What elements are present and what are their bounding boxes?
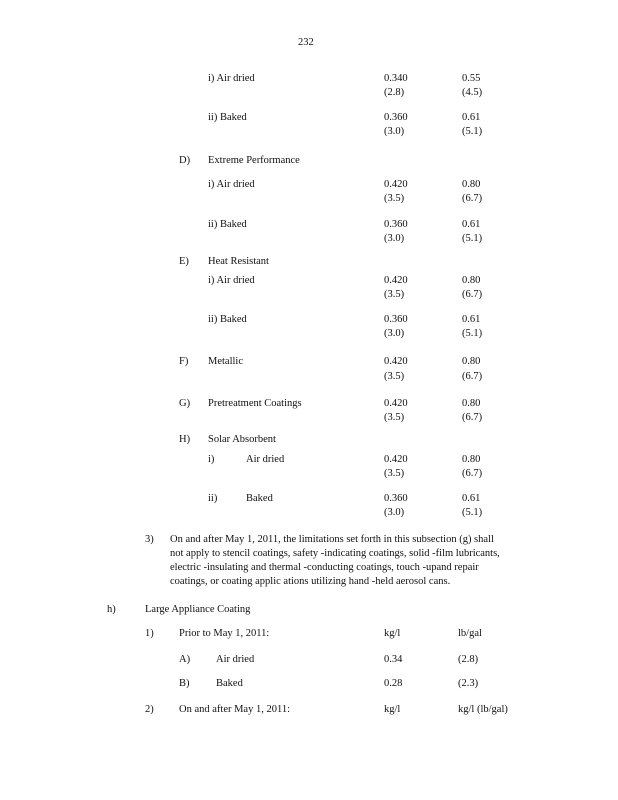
value-metric: (6.7) [462,193,483,204]
value-lb-gal: 0.80 [462,398,481,409]
unit-header: kg/l [384,704,401,715]
item-number: 1) [145,628,154,639]
row-label: i) Air dried [208,179,255,190]
item-number: 2) [145,704,154,715]
value-metric: (3.5) [384,371,405,382]
value-kg-l: 0.360 [384,314,408,325]
category-title: Heat Resistant [208,256,269,267]
row-label: i) Air dried [208,73,255,84]
value-metric: (3.5) [384,468,405,479]
value-lb-gal: 0.61 [462,314,481,325]
row-label: i) Air dried [208,275,255,286]
exemption-paragraph [170,533,542,589]
value-kg-l: 0.34 [384,654,403,665]
row-label: Air dried [216,654,255,665]
paragraph-line: On and after May 1, 2011, the limitations set forth in this subsection (g) shall [170,534,494,545]
category-title: Metallic [208,356,243,367]
category-title: Pretreatment Coatings [208,398,302,409]
category-marker: F) [179,356,189,367]
section-title: Large Appliance Coating [145,604,251,615]
item-label: Prior to May 1, 2011: [179,628,270,639]
row-label: ii) Baked [208,112,247,123]
value-kg-l: 0.28 [384,678,403,689]
row-marker: i) [208,454,215,465]
value-lb-gal: 0.80 [462,179,481,190]
value-kg-l: 0.420 [384,454,408,465]
value-kg-l: 0.420 [384,398,408,409]
value-kg-l: 0.420 [384,275,408,286]
section-marker: h) [107,604,116,615]
unit-header: lb/gal [458,628,482,639]
value-metric: (6.7) [462,371,483,382]
value-lb-gal: 0.61 [462,219,481,230]
value-metric: (3.5) [384,193,405,204]
row-marker: B) [179,678,190,689]
value-metric: (6.7) [462,468,483,479]
value-lb-gal: (2.8) [458,654,479,665]
item-label: On and after May 1, 2011: [179,704,290,715]
row-label: Baked [216,678,243,689]
value-lb-gal: 0.61 [462,493,481,504]
row-marker: ii) [208,493,218,504]
value-lb-gal: 0.55 [462,73,481,84]
paragraph-line: coatings, or coating applic ations utilizing hand -held aerosol cans. [170,576,451,587]
value-metric: (6.7) [462,289,483,300]
value-metric: (3.5) [384,412,405,423]
value-kg-l: 0.360 [384,219,408,230]
value-metric: (5.1) [462,328,483,339]
category-title: Solar Absorbent [208,434,276,445]
row-marker: A) [179,654,191,665]
value-metric: (3.0) [384,328,405,339]
value-lb-gal: 0.61 [462,112,481,123]
value-lb-gal: (2.3) [458,678,479,689]
value-kg-l: 0.420 [384,179,408,190]
unit-header: kg/l [384,628,401,639]
row-label: ii) Baked [208,219,247,230]
unit-header: kg/l (lb/gal) [458,704,508,715]
value-lb-gal: 0.80 [462,275,481,286]
row-label: ii) Baked [208,314,247,325]
value-metric: (2.8) [384,87,405,98]
value-kg-l: 0.340 [384,73,408,84]
value-metric: (5.1) [462,233,483,244]
value-metric: (6.7) [462,412,483,423]
page-number: 232 [298,37,314,48]
row-label: Air dried [246,454,285,465]
item-number: 3) [145,534,154,545]
category-marker: D) [179,155,191,166]
value-metric: (5.1) [462,126,483,137]
value-kg-l: 0.360 [384,112,408,123]
value-kg-l: 0.420 [384,356,408,367]
value-metric: (3.0) [384,126,405,137]
value-metric: (4.5) [462,87,483,98]
paragraph-line: electric -insulating and thermal -conducting coatings, touch -upand repair [170,562,479,573]
value-lb-gal: 0.80 [462,356,481,367]
value-metric: (3.5) [384,289,405,300]
value-metric: (3.0) [384,507,405,518]
value-lb-gal: 0.80 [462,454,481,465]
category-title: Extreme Performance [208,155,300,166]
row-label: Baked [246,493,273,504]
category-marker: H) [179,434,191,445]
value-kg-l: 0.360 [384,493,408,504]
category-marker: E) [179,256,189,267]
category-marker: G) [179,398,191,409]
paragraph-line: not apply to stencil coatings, safety -indicating coatings, solid -film lubricants, [170,548,500,559]
value-metric: (3.0) [384,233,405,244]
value-metric: (5.1) [462,507,483,518]
